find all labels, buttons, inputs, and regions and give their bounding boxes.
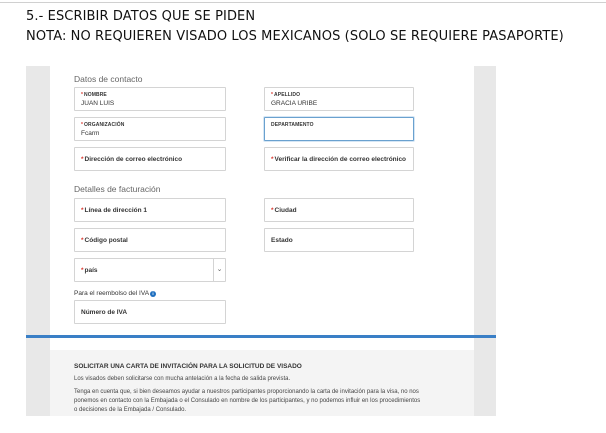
- email-field[interactable]: [74, 147, 226, 171]
- department-label: DEPARTAMENTO: [271, 122, 314, 128]
- last-name-label: *APELLIDO: [271, 92, 301, 98]
- email-placeholder: *Dirección de correo electrónico: [81, 156, 183, 163]
- vat-number-field[interactable]: [74, 300, 226, 324]
- country-select[interactable]: [74, 258, 226, 282]
- last-name-field[interactable]: [264, 87, 414, 111]
- instruction-note: NOTA: NO REQUIEREN VISADO LOS MEXICANOS (SOLO SE REQUIERE PASAPORTE): [26, 29, 564, 44]
- organization-value: Fcarm: [81, 130, 100, 137]
- state-field[interactable]: [264, 228, 414, 252]
- postal-code-placeholder: *Código postal: [81, 237, 128, 244]
- instruction-step: 5.- ESCRIBIR DATOS QUE SE PIDEN: [26, 9, 256, 24]
- city-field[interactable]: [264, 198, 414, 222]
- info-icon[interactable]: i: [150, 291, 156, 297]
- address-line1-placeholder: *Línea de dirección 1: [81, 207, 148, 214]
- contact-section-title: Datos de contacto: [74, 74, 143, 84]
- invitation-text-4: o decisiones de la Embajada / Consulado.: [74, 407, 187, 413]
- email-verify-placeholder: *Verificar la dirección de correo electrónico: [271, 156, 407, 163]
- organization-label: *ORGANIZACIÓN: [81, 122, 125, 128]
- vat-note: [74, 290, 156, 297]
- country-placeholder: *país: [81, 267, 98, 274]
- state-placeholder: Estado: [271, 237, 293, 244]
- department-field[interactable]: [264, 117, 414, 141]
- vat-number-placeholder: Número de IVA: [81, 309, 128, 316]
- first-name-field[interactable]: [74, 87, 226, 111]
- vat-note-text: Para el reembolso del IVA: [74, 290, 150, 297]
- invitation-letter-section: [50, 350, 474, 416]
- city-placeholder: *Ciudad: [271, 207, 297, 214]
- last-name-value: GRACIA URIBE: [271, 100, 318, 107]
- first-name-label: *NOMBRE: [81, 92, 107, 98]
- invitation-text-1: Los visados deben solicitarse con mucha antelación a la fecha de salida prevista.: [74, 376, 291, 382]
- postal-code-field[interactable]: [74, 228, 226, 252]
- email-verify-field[interactable]: [264, 147, 414, 171]
- first-name-value: JUAN LUIS: [81, 100, 115, 107]
- invitation-text-3: ponemos en contacto con la Embajada o el Consulado en nombre de los participantes, y no podemos influir en los procedimientos: [74, 398, 421, 404]
- form-screenshot: [26, 66, 496, 416]
- chevron-down-icon[interactable]: ⌄: [213, 259, 225, 281]
- address-line1-field[interactable]: [74, 198, 226, 222]
- organization-field[interactable]: [74, 117, 226, 141]
- invitation-title: SOLICITAR UNA CARTA DE INVITACIÓN PARA LA SOLICITUD DE VISADO: [74, 363, 302, 370]
- section-divider: [26, 335, 496, 338]
- invitation-text-2: Tenga en cuenta que, si bien deseamos ayudar a nuestros participantes proporcionando la carta de invitación para la visa, no nos: [74, 389, 419, 395]
- billing-section-title: Detalles de facturación: [74, 184, 161, 194]
- top-divider: [0, 2, 606, 3]
